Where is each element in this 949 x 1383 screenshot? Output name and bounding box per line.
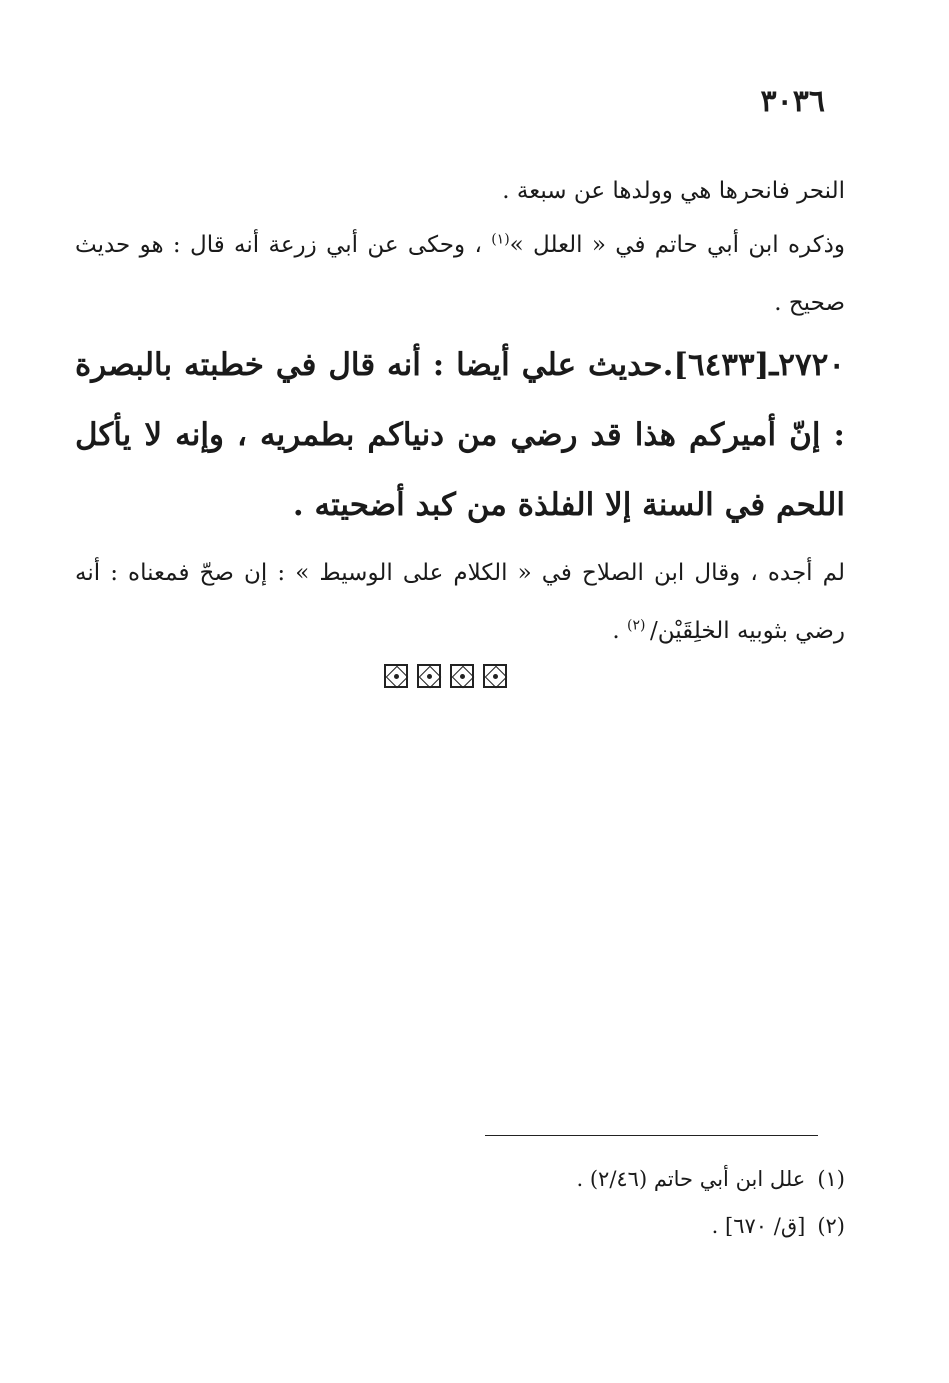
paragraph-1-text: النحر فانحرها هي وولدها عن سبعة . — [502, 178, 845, 204]
footnote-2 — [712, 1211, 845, 1241]
footnote-1 — [577, 1164, 846, 1194]
paragraph-2 — [75, 216, 845, 332]
paragraph-2-text-end: ، وحكى عن أبي زرعة أنه قال : هو حديث صحيح . — [75, 232, 845, 316]
paragraph-commentary-text-end: . — [612, 618, 628, 644]
paragraph-commentary-text-start: لم أجده ، وقال ابن الصلاح في « الكلام على الوسيط » : إن صحّ فمعناه : أنه رضي بثوبيه الخلِقَيْن/ — [75, 560, 845, 644]
hadith-text-content: ٢٧٢٠ـ[٦٤٣٣].حديث علي أيضا : أنه قال في خطبته بالبصرة : إنّ أميركم هذا قد رضي من دنياكم بطمريه ، وإنه لا يأكل اللحم في السنة إلا الفلذة من كبد أضحيته . — [75, 347, 845, 523]
paragraph-2-text-start: وذكره ابن أبي حاتم في « العلل » — [509, 232, 845, 258]
footnote-1-text: علل ابن أبي حاتم (٢/٤٦) . — [576, 1167, 806, 1191]
paragraph-commentary — [75, 544, 845, 660]
footnote-ref-1[interactable]: (١) — [491, 231, 510, 248]
footnote-2-text: [ق/ ٦٧٠] . — [711, 1214, 806, 1238]
paragraph-1 — [75, 162, 845, 220]
footnote-1-mark: (١) — [817, 1167, 845, 1191]
ornament-icon — [417, 664, 441, 688]
hadith-text — [75, 330, 845, 540]
section-divider-ornament — [384, 664, 507, 688]
footnote-2-mark: (٢) — [817, 1214, 845, 1238]
page-number: ٣٠٣٦ — [760, 84, 825, 119]
footnote-ref-2[interactable]: (٢) — [627, 617, 650, 634]
footnote-divider — [485, 1135, 818, 1136]
ornament-icon — [483, 664, 507, 688]
ornament-icon — [450, 664, 474, 688]
ornament-icon — [384, 664, 408, 688]
